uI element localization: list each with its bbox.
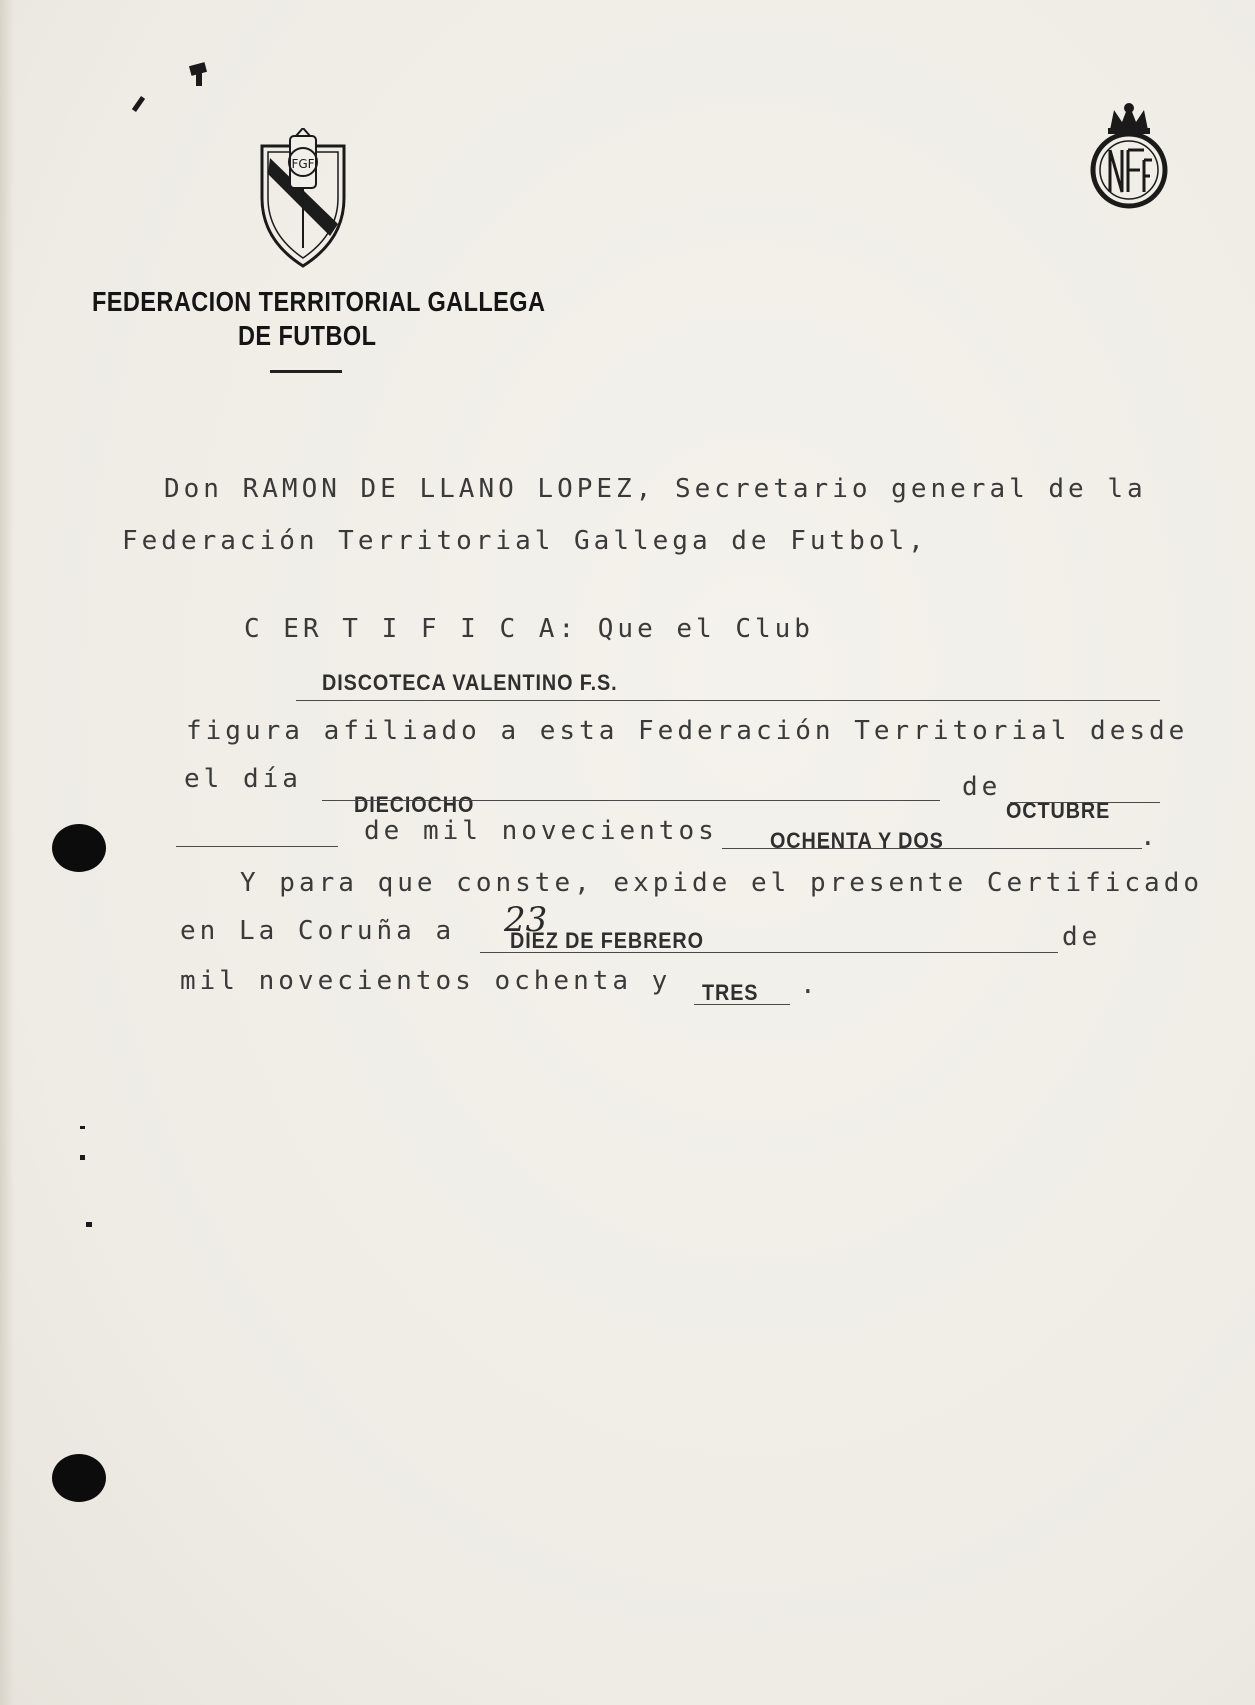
certificate-line-2: Federación Territorial Gallega de Futbol, <box>122 526 928 556</box>
punch-hole-top <box>52 824 106 872</box>
issue-date-field: DIEZ DE FEBRERO <box>510 928 704 953</box>
certifica-line: C ER T I F I C A: Que el Club <box>244 614 814 644</box>
ink-speck <box>196 72 202 86</box>
month-field: OCTUBRE <box>1006 798 1111 823</box>
certificate-line-8-start: en La Coruña a <box>180 916 456 946</box>
certificate-line-9: mil novecientos ochenta y <box>180 966 672 996</box>
issue-year-field: TRES <box>702 980 759 1005</box>
club-name-underline <box>296 700 1160 701</box>
paper-edge-shadow <box>0 0 14 1705</box>
galician-federation-shield-logo <box>258 128 348 270</box>
federation-name-line1: FEDERACION TERRITORIAL GALLEGA <box>92 286 546 317</box>
year-underline <box>722 848 1142 849</box>
letterhead-divider <box>270 370 342 373</box>
year-period: . <box>1140 822 1160 852</box>
certificate-line-4: figura afiliado a esta Federación Territorial desde <box>186 716 1189 746</box>
month-underline <box>1010 802 1160 803</box>
day-underline <box>322 800 940 801</box>
punch-hole-bottom <box>52 1454 106 1502</box>
day-field: DIECIOCHO <box>354 792 475 817</box>
issue-date-underline <box>480 952 1058 953</box>
de-word: de <box>962 772 1002 802</box>
final-period: . <box>800 970 820 1000</box>
rfef-crowned-emblem <box>1088 100 1170 212</box>
handwritten-day-number: 23 <box>504 900 548 940</box>
certificate-line-6-mid: de mil novecientos <box>364 816 718 846</box>
certificate-line-5-start: el día <box>184 764 302 794</box>
federation-name-line2: DE FUTBOL <box>238 320 377 351</box>
certificate-line-8-end: de <box>1062 922 1102 952</box>
svg-text:FGF: FGF <box>291 157 315 171</box>
issue-year-underline <box>694 1004 790 1005</box>
year-field: OCHENTA Y DOS <box>770 828 944 853</box>
certificate-line-7: Y para que conste, expide el presente Certificado <box>240 868 1204 898</box>
certificate-line-1: Don RAMON DE LLANO LOPEZ, Secretario general de la <box>164 474 1147 504</box>
ink-speck <box>80 1155 85 1160</box>
ink-speck <box>86 1222 92 1227</box>
ink-speck <box>80 1126 85 1129</box>
ink-speck <box>132 96 145 112</box>
club-name-field: DISCOTECA VALENTINO F.S. <box>322 670 618 695</box>
blank-underline-left <box>176 846 338 847</box>
